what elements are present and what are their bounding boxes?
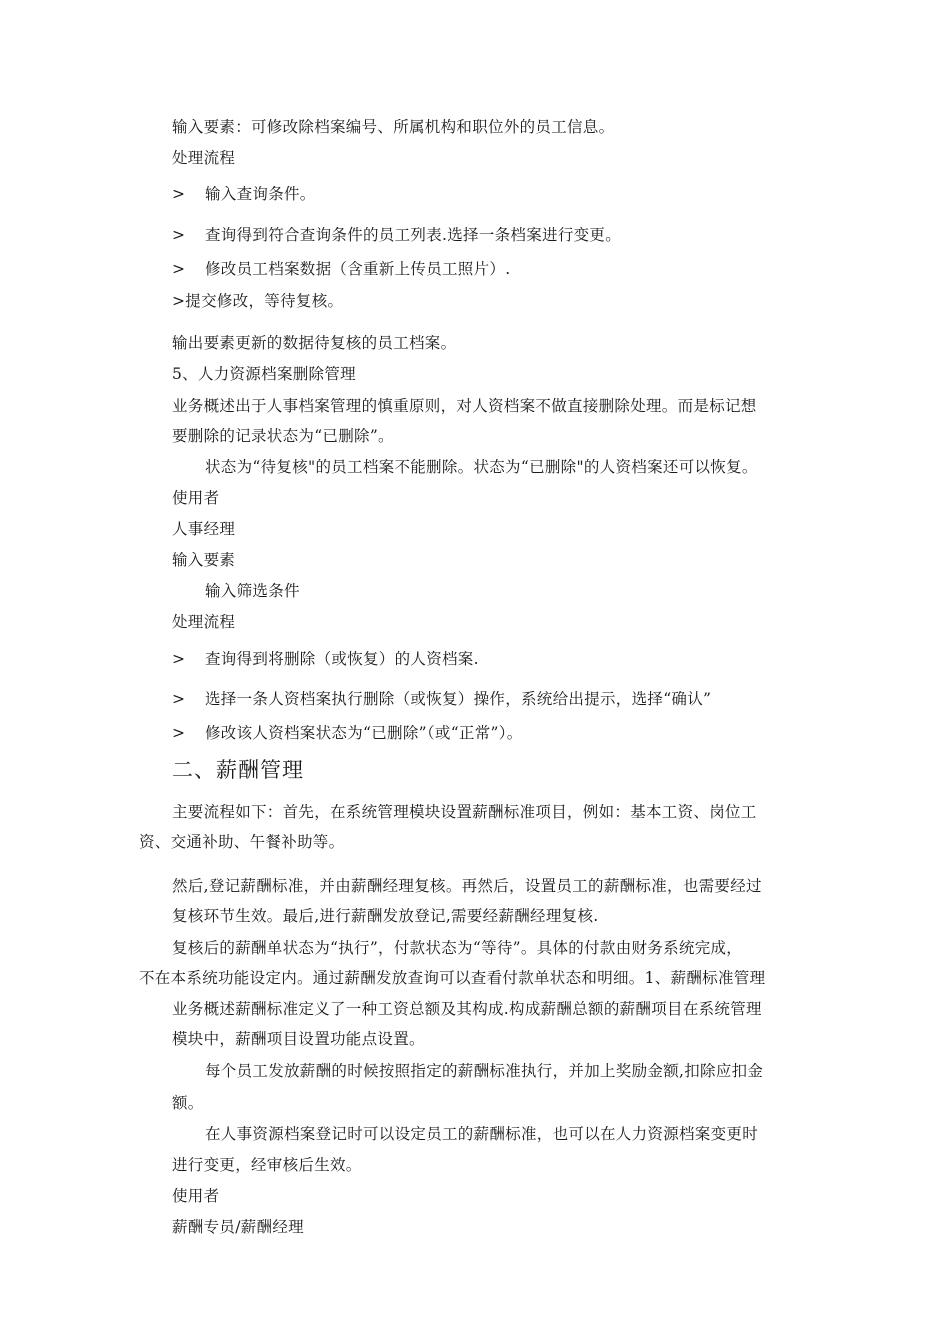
bullet-marker: > xyxy=(172,650,186,668)
bullet-text: 查询得到将删除（或恢复）的人资档案. xyxy=(205,650,479,668)
text-line-output-elements: 输出要素更新的数据待复核的员工档案。 xyxy=(172,334,457,352)
text-line-then: 然后,登记薪酬标准，并由薪酬经理复核。再然后，设置员工的薪酬标准，也需要经过 xyxy=(172,877,762,895)
text-line-users-label: 使用者 xyxy=(172,489,220,507)
text-line-overview-cont: 要删除的记录状态为“已删除”。 xyxy=(172,427,394,445)
bullet-text: 选择一条人资档案执行删除（或恢复）操作，系统给出提示，选择“确认” xyxy=(205,690,712,708)
bullet-item xyxy=(172,224,621,246)
bullet-marker: > xyxy=(172,724,186,742)
text-line-salary-overview: 业务概述薪酬标准定义了一种工资总额及其构成.构成薪酬总额的薪酬项目在系统管理 xyxy=(172,1000,762,1018)
text-line-salary-overview-cont: 模块中，薪酬项目设置功能点设置。 xyxy=(172,1030,425,1048)
text-line-users-label-2: 使用者 xyxy=(172,1187,220,1205)
text-line-each-employee-cont: 额。 xyxy=(172,1094,204,1112)
text-line-process-flow: 处理流程 xyxy=(172,149,236,167)
text-line-hr-manager: 人事经理 xyxy=(172,520,236,538)
text-line-overview: 业务概述出于人事档案管理的慎重原则，对人资档案不做直接删除处理。而是标记想 xyxy=(172,397,757,415)
bullet-marker: > xyxy=(172,690,186,708)
bullet-marker: > xyxy=(172,226,186,244)
bullet-text: 输入查询条件。 xyxy=(205,185,316,203)
bullet-item xyxy=(172,688,711,710)
bullet-marker: > xyxy=(172,185,186,203)
text-line-main-flow-cont: 资、交通补助、午餐补助等。 xyxy=(139,833,345,851)
text-line-input-elements: 输入要素：可修改除档案编号、所属机构和职位外的员工信息。 xyxy=(172,118,615,136)
section-heading-salary: 二、薪酬管理 xyxy=(172,758,304,782)
bullet-item xyxy=(172,722,523,744)
bullet-text: 查询得到符合查询条件的员工列表.选择一条档案进行变更。 xyxy=(205,226,622,244)
text-line-each-employee: 每个员工发放薪酬的时候按照指定的薪酬标准执行，并加上奖励金额,扣除应扣金 xyxy=(205,1062,764,1080)
text-line-submit: >提交修改，等待复核。 xyxy=(172,292,344,310)
bullet-item xyxy=(172,258,510,280)
bullet-text: 修改该人资档案状态为“已删除”（或“正常”）。 xyxy=(205,724,523,742)
section-title-archive-delete: 5、人力资源档案删除管理 xyxy=(172,365,356,383)
text-line-process-flow-2: 处理流程 xyxy=(172,613,236,631)
text-line-after-review: 复核后的薪酬单状态为“执行”，付款状态为“等待”。具体的付款由财务系统完成， xyxy=(172,939,743,957)
text-line-registration-cont: 进行变更，经审核后生效。 xyxy=(172,1156,362,1174)
text-line-status-note: 状态为“待复核"的员工档案不能删除。状态为“已删除"的人资档案还可以恢复。 xyxy=(205,458,758,476)
bullet-item xyxy=(172,648,479,670)
text-line-input-label: 输入要素 xyxy=(172,551,236,569)
bullet-text: 修改员工档案数据（含重新上传员工照片）. xyxy=(205,260,511,278)
bullet-marker: > xyxy=(172,260,186,278)
text-line-salary-roles: 薪酬专员/薪酬经理 xyxy=(172,1218,304,1236)
text-line-filter-input: 输入筛选条件 xyxy=(205,582,300,600)
text-line-after-review-cont: 不在本系统功能设定内。通过薪酬发放查询可以查看付款单状态和明细。1、薪酬标准管理 xyxy=(139,969,766,987)
bullet-item xyxy=(172,183,316,205)
text-line-then-cont: 复核环节生效。最后,进行薪酬发放登记,需要经薪酬经理复核. xyxy=(172,907,599,925)
text-line-registration: 在人事资源档案登记时可以设定员工的薪酬标准，也可以在人力资源档案变更时 xyxy=(205,1125,759,1143)
text-line-main-flow: 主要流程如下：首先，在系统管理模块设置薪酬标准项目，例如：基本工资、岗位工 xyxy=(172,803,757,821)
